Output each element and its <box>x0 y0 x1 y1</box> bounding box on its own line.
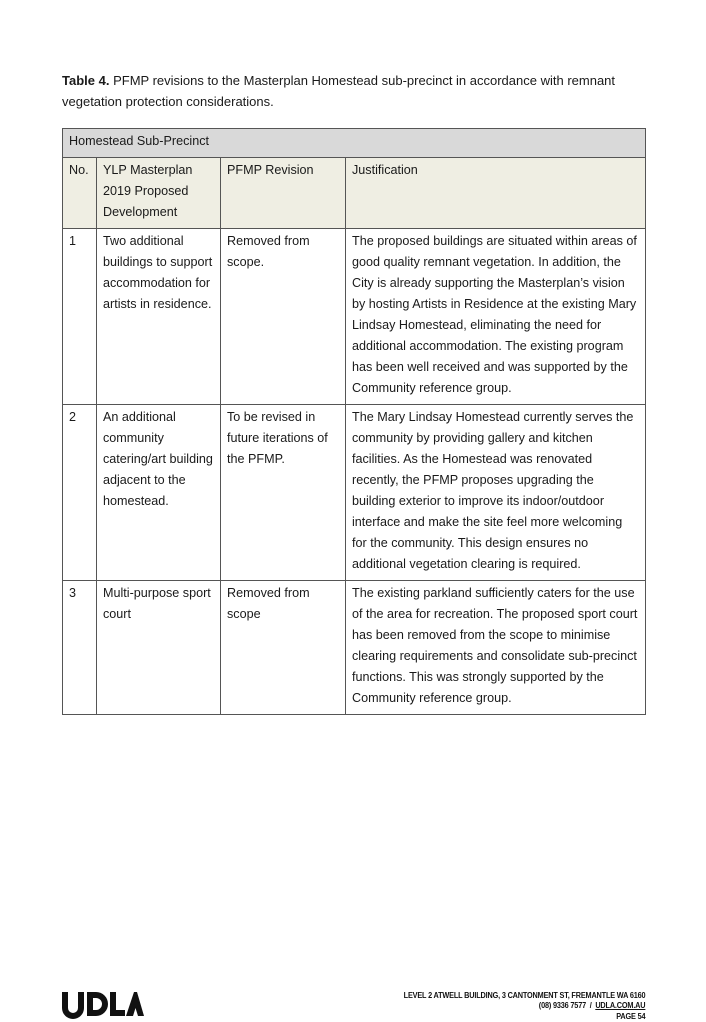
row-development: Two additional buildings to support accommodation for artists in residence. <box>97 229 221 405</box>
header-revision: PFMP Revision <box>221 158 346 229</box>
row-revision: To be revised in future iterations of the PFMP. <box>221 405 346 581</box>
footer-separator: / <box>589 1000 592 1011</box>
footer-page-number: PAGE 54 <box>615 1010 645 1021</box>
table-row <box>63 405 646 581</box>
table-caption-label: Table 4. <box>62 73 110 88</box>
header-no: No. <box>63 158 97 229</box>
row-revision: Removed from scope <box>221 581 346 715</box>
udla-logo <box>62 990 144 1020</box>
footer-phone: (08) 9336 7577 <box>538 1000 586 1011</box>
revisions-table <box>62 128 646 715</box>
table-caption <box>62 70 644 112</box>
section-title: Homestead Sub-Precinct <box>63 129 646 158</box>
row-justification: The proposed buildings are situated within areas of good quality remnant vegetation. In addition, the City is already supporting the Masterplan’s vision by hosting Artists in Residence at the existing Mary Lindsay Homestead, eliminating the need for additional accommodation. The existing program has been well received and was supported by the Community reference group. <box>346 229 646 405</box>
footer-website-link[interactable]: UDLA.COM.AU <box>594 1000 645 1011</box>
footer-address: LEVEL 2 ATWELL BUILDING, 3 CANTONMENT ST, FREMANTLE WA 6160 <box>403 990 645 1000</box>
header-justification: Justification <box>346 158 646 229</box>
header-development: YLP Masterplan 2019 Proposed Development <box>97 158 221 229</box>
row-development: Multi-purpose sport court <box>97 581 221 715</box>
row-revision: Removed from scope. <box>221 229 346 405</box>
table-row <box>63 581 646 715</box>
row-justification: The existing parkland sufficiently caters for the use of the area for recreation. The proposed sport court has been removed from the scope to minimise clearing requirements and consolidate sub-precinct functions. This was strongly supported by the Community reference group. <box>346 581 646 715</box>
table-section-row <box>63 129 646 158</box>
row-number: 2 <box>63 405 97 581</box>
row-development: An additional community catering/art building adjacent to the homestead. <box>97 405 221 581</box>
row-number: 3 <box>63 581 97 715</box>
table-caption-text: PFMP revisions to the Masterplan Homestead sub-precinct in accordance with remnant vegetation protection considerations. <box>62 73 616 109</box>
table-row <box>63 229 646 405</box>
page-footer <box>403 990 645 1021</box>
footer-contact <box>403 1000 645 1010</box>
table-header-row <box>63 158 646 229</box>
row-number: 1 <box>63 229 97 405</box>
row-justification: The Mary Lindsay Homestead currently serves the community by providing gallery and kitchen facilities. As the Homestead was renovated recently, the PFMP proposes upgrading the building exterior to improve its indoor/outdoor interface and make the site feel more welcoming for the community. This design ensures no additional vegetation clearing is required. <box>346 405 646 581</box>
